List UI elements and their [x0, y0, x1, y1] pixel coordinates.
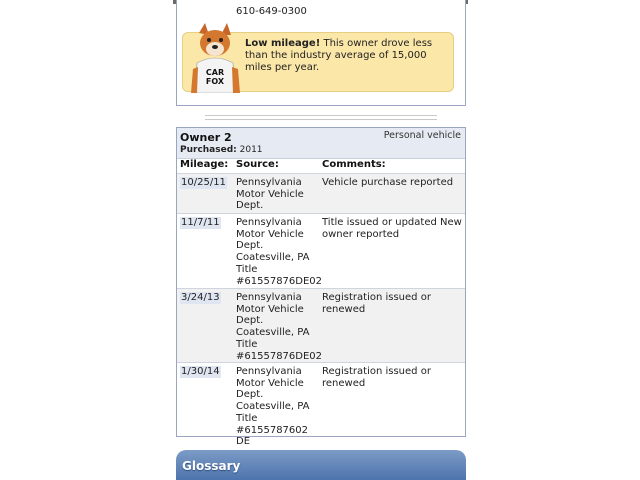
- notice-bold: Low mileage!: [245, 38, 321, 49]
- purchased-line: [180, 145, 263, 155]
- row-comments: Registration issued or renewed: [322, 366, 431, 389]
- row-date: 10/25/11: [181, 177, 226, 188]
- owner-type: Personal vehicle: [383, 130, 461, 141]
- glossary-header[interactable]: [176, 450, 466, 480]
- row-source: Pennsylvania Motor Vehicle Dept. Coatesville, PA Title #61557876DE02: [236, 292, 323, 362]
- low-mileage-notice: [182, 32, 454, 92]
- row-date: 1/30/14: [181, 366, 220, 377]
- row-source: Pennsylvania Motor Vehicle Dept. Coatesville, PA Title #6155787602 DE: [236, 366, 310, 448]
- notice-text: [245, 38, 453, 74]
- glossary-label: Glossary: [182, 459, 241, 473]
- purchased-value: 2011: [236, 145, 263, 155]
- row-comments: Title issued or updated New owner reported: [322, 217, 462, 240]
- table-row: [177, 288, 465, 362]
- svg-text:FOX: FOX: [205, 77, 225, 86]
- owner-title: Owner 2: [180, 131, 232, 144]
- row-source: Pennsylvania Motor Vehicle Dept. Coatesville, PA Title #61557876DE02: [236, 217, 323, 287]
- row-comments: Vehicle purchase reported: [322, 177, 454, 188]
- dealer-card: [176, 0, 466, 106]
- col-mileage: Mileage:: [180, 159, 229, 170]
- purchased-label: Purchased:: [180, 145, 237, 155]
- table-row: [177, 173, 465, 213]
- row-source: Pennsylvania Motor Vehicle Dept.: [236, 177, 304, 212]
- table-row: [177, 213, 465, 288]
- dealer-phone[interactable]: 610-649-0300: [236, 6, 307, 17]
- notice-body: This owner drove less than the industry average of 15,000 miles per year.: [245, 38, 433, 73]
- col-source: Source:: [236, 159, 279, 170]
- row-comments: Registration issued or renewed: [322, 292, 431, 315]
- row-date: 11/7/11: [181, 217, 220, 228]
- section-divider: [205, 115, 437, 120]
- col-comments: Comments:: [322, 159, 386, 170]
- carfox-mascot-icon: [185, 23, 245, 93]
- row-date: 3/24/13: [181, 292, 220, 303]
- table-row: [177, 362, 465, 448]
- svg-text:CAR: CAR: [205, 68, 225, 77]
- owner-header: [177, 128, 465, 159]
- owner-2-section: [176, 127, 466, 448]
